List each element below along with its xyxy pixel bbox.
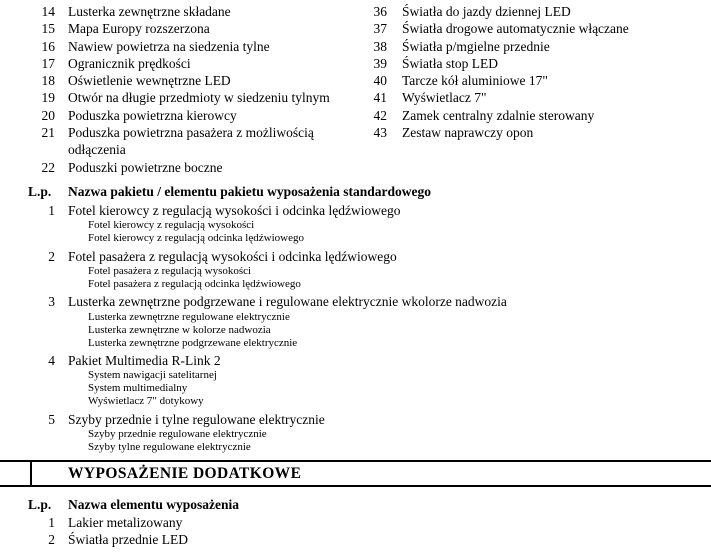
equipment-list-left-column bbox=[0, 3, 370, 176]
package-subitem: Fotel kierowcy z regulacją odcinka lędźwiowego bbox=[88, 232, 304, 245]
item-text: Tarcze kół aluminiowe 17" bbox=[402, 73, 548, 89]
item-text: Ogranicznik prędkości bbox=[68, 55, 191, 71]
additional-items-list bbox=[0, 514, 711, 549]
item-text: Lusterka zewnętrzne składane bbox=[68, 4, 231, 19]
equipment-list-right-column bbox=[370, 3, 629, 141]
lp-column-label: L.p. bbox=[28, 497, 52, 513]
item-number: 18 bbox=[41, 73, 55, 89]
item-number: 37 bbox=[373, 21, 387, 37]
package-subitems bbox=[0, 369, 711, 408]
package-title: Lusterka zewnętrzne podgrzewane i regulowane elektrycznie wkolorze nadwozia bbox=[68, 294, 507, 310]
list-item bbox=[28, 124, 370, 159]
standard-section-header-text: Nazwa pakietu / elementu pakietu wyposażenia standardowego bbox=[68, 183, 432, 199]
item-text: Światła p/mgielne przednie bbox=[402, 38, 550, 54]
item-number: 38 bbox=[373, 38, 387, 54]
package-title: Szyby przednie i tylne regulowane elektrycznie bbox=[68, 411, 325, 427]
package-subitem: Szyby tylne regulowane elektrycznie bbox=[88, 441, 251, 454]
package-number: 1 bbox=[48, 202, 55, 218]
item-text: Oświetlenie wewnętrzne LED bbox=[68, 73, 231, 89]
package-subitem: Fotel kierowcy z regulacją wysokości bbox=[88, 219, 255, 232]
package-subitem: Szyby przednie regulowane elektrycznie bbox=[88, 428, 267, 441]
item-number: 14 bbox=[41, 4, 55, 19]
item-number: 15 bbox=[41, 21, 55, 37]
package-item bbox=[0, 248, 711, 291]
list-item bbox=[0, 531, 711, 548]
item-number: 19 bbox=[41, 90, 55, 106]
item-number: 20 bbox=[41, 107, 55, 123]
package-subitems bbox=[0, 265, 711, 291]
list-item bbox=[28, 72, 370, 89]
item-text: Zamek centralny zdalnie sterowany bbox=[402, 107, 595, 123]
item-text: Światła do jazdy dziennej LED bbox=[402, 4, 571, 19]
lp-column-label: L.p. bbox=[28, 183, 52, 199]
package-title-row bbox=[0, 352, 711, 369]
package-subitems bbox=[0, 219, 711, 245]
list-item bbox=[370, 38, 629, 55]
item-number: 40 bbox=[373, 73, 387, 89]
item-number: 22 bbox=[41, 159, 55, 175]
standard-packages-list bbox=[0, 202, 711, 454]
package-subitem: Fotel pasażera z regulacją odcinka lędźwiowego bbox=[88, 277, 301, 290]
list-item bbox=[370, 72, 629, 89]
list-item bbox=[370, 107, 629, 124]
item-text: Poduszki powietrzne boczne bbox=[68, 159, 223, 175]
list-item bbox=[370, 3, 629, 20]
item-number: 39 bbox=[373, 55, 387, 71]
item-text: Wyświetlacz 7" bbox=[402, 90, 487, 106]
list-item bbox=[28, 38, 370, 55]
item-number: 17 bbox=[41, 55, 55, 71]
item-number: 36 bbox=[373, 4, 387, 19]
additional-section-title: WYPOSAŻENIE DODATKOWE bbox=[68, 464, 302, 482]
package-subitem: Lusterka zewnętrzne regulowane elektrycznie bbox=[88, 310, 290, 323]
package-item bbox=[0, 202, 711, 245]
item-number: 1 bbox=[48, 514, 55, 530]
list-item bbox=[370, 89, 629, 106]
list-item bbox=[370, 55, 629, 72]
list-item bbox=[28, 89, 370, 106]
list-item bbox=[370, 124, 629, 141]
list-item bbox=[28, 3, 370, 20]
package-title-row bbox=[0, 248, 711, 265]
item-number: 21 bbox=[41, 125, 55, 141]
item-text: Światła drogowe automatycznie włączane bbox=[402, 21, 629, 37]
package-subitems bbox=[0, 311, 711, 350]
additional-section-header-text: Nazwa elementu wyposażenia bbox=[68, 497, 239, 513]
package-number: 5 bbox=[48, 411, 55, 427]
package-number: 4 bbox=[48, 353, 55, 369]
item-text: Mapa Europy rozszerzona bbox=[68, 21, 210, 37]
package-number: 2 bbox=[48, 248, 55, 264]
package-subitem: Wyświetlacz 7" dotykowy bbox=[88, 395, 204, 408]
package-item bbox=[0, 352, 711, 408]
package-title-row bbox=[0, 293, 711, 310]
item-number: 16 bbox=[41, 38, 55, 54]
list-item bbox=[28, 107, 370, 124]
item-number: 43 bbox=[373, 125, 387, 141]
item-text: Lakier metalizowany bbox=[68, 514, 183, 530]
item-text: Poduszka powietrzna pasażera z możliwością odłączenia bbox=[68, 125, 314, 158]
package-title: Pakiet Multimedia R-Link 2 bbox=[68, 353, 221, 369]
list-item bbox=[28, 55, 370, 72]
item-text: Światła stop LED bbox=[402, 55, 498, 71]
standard-section-header bbox=[0, 183, 711, 200]
list-item bbox=[28, 20, 370, 37]
item-number: 41 bbox=[373, 90, 387, 106]
package-title-row bbox=[0, 411, 711, 428]
package-title-row bbox=[0, 202, 711, 219]
item-number: 42 bbox=[373, 107, 387, 123]
package-subitem: Fotel pasażera z regulacją wysokości bbox=[88, 264, 252, 277]
package-number: 3 bbox=[48, 294, 55, 310]
list-item bbox=[0, 514, 711, 531]
package-title: Fotel pasażera z regulacją wysokości i odcinka lędźwiowego bbox=[68, 248, 397, 264]
package-title: Fotel kierowcy z regulacją wysokości i odcinka lędźwiowego bbox=[68, 202, 401, 218]
package-item bbox=[0, 293, 711, 349]
item-text: Zestaw naprawczy opon bbox=[402, 125, 534, 141]
package-subitem: Lusterka zewnętrzne podgrzewane elektrycznie bbox=[88, 336, 298, 349]
additional-section-title-box bbox=[0, 460, 711, 487]
package-subitem: System nawigacji satelitarnej bbox=[88, 369, 217, 382]
package-subitem: Lusterka zewnętrzne w kolorze nadwozia bbox=[88, 323, 271, 336]
item-text: Nawiew powietrza na siedzenia tylne bbox=[68, 38, 270, 54]
list-item bbox=[370, 20, 629, 37]
item-number: 2 bbox=[48, 531, 55, 547]
item-text: Otwór na długie przedmioty w siedzeniu tylnym bbox=[68, 90, 330, 106]
numbered-equipment-list bbox=[0, 0, 711, 176]
item-text: Światła przednie LED bbox=[68, 531, 188, 547]
package-subitem: System multimedialny bbox=[88, 382, 188, 395]
list-item bbox=[28, 159, 370, 176]
package-item bbox=[0, 411, 711, 454]
package-subitems bbox=[0, 428, 711, 454]
additional-section-header bbox=[0, 496, 711, 513]
item-text: Poduszka powietrzna kierowcy bbox=[68, 107, 237, 123]
